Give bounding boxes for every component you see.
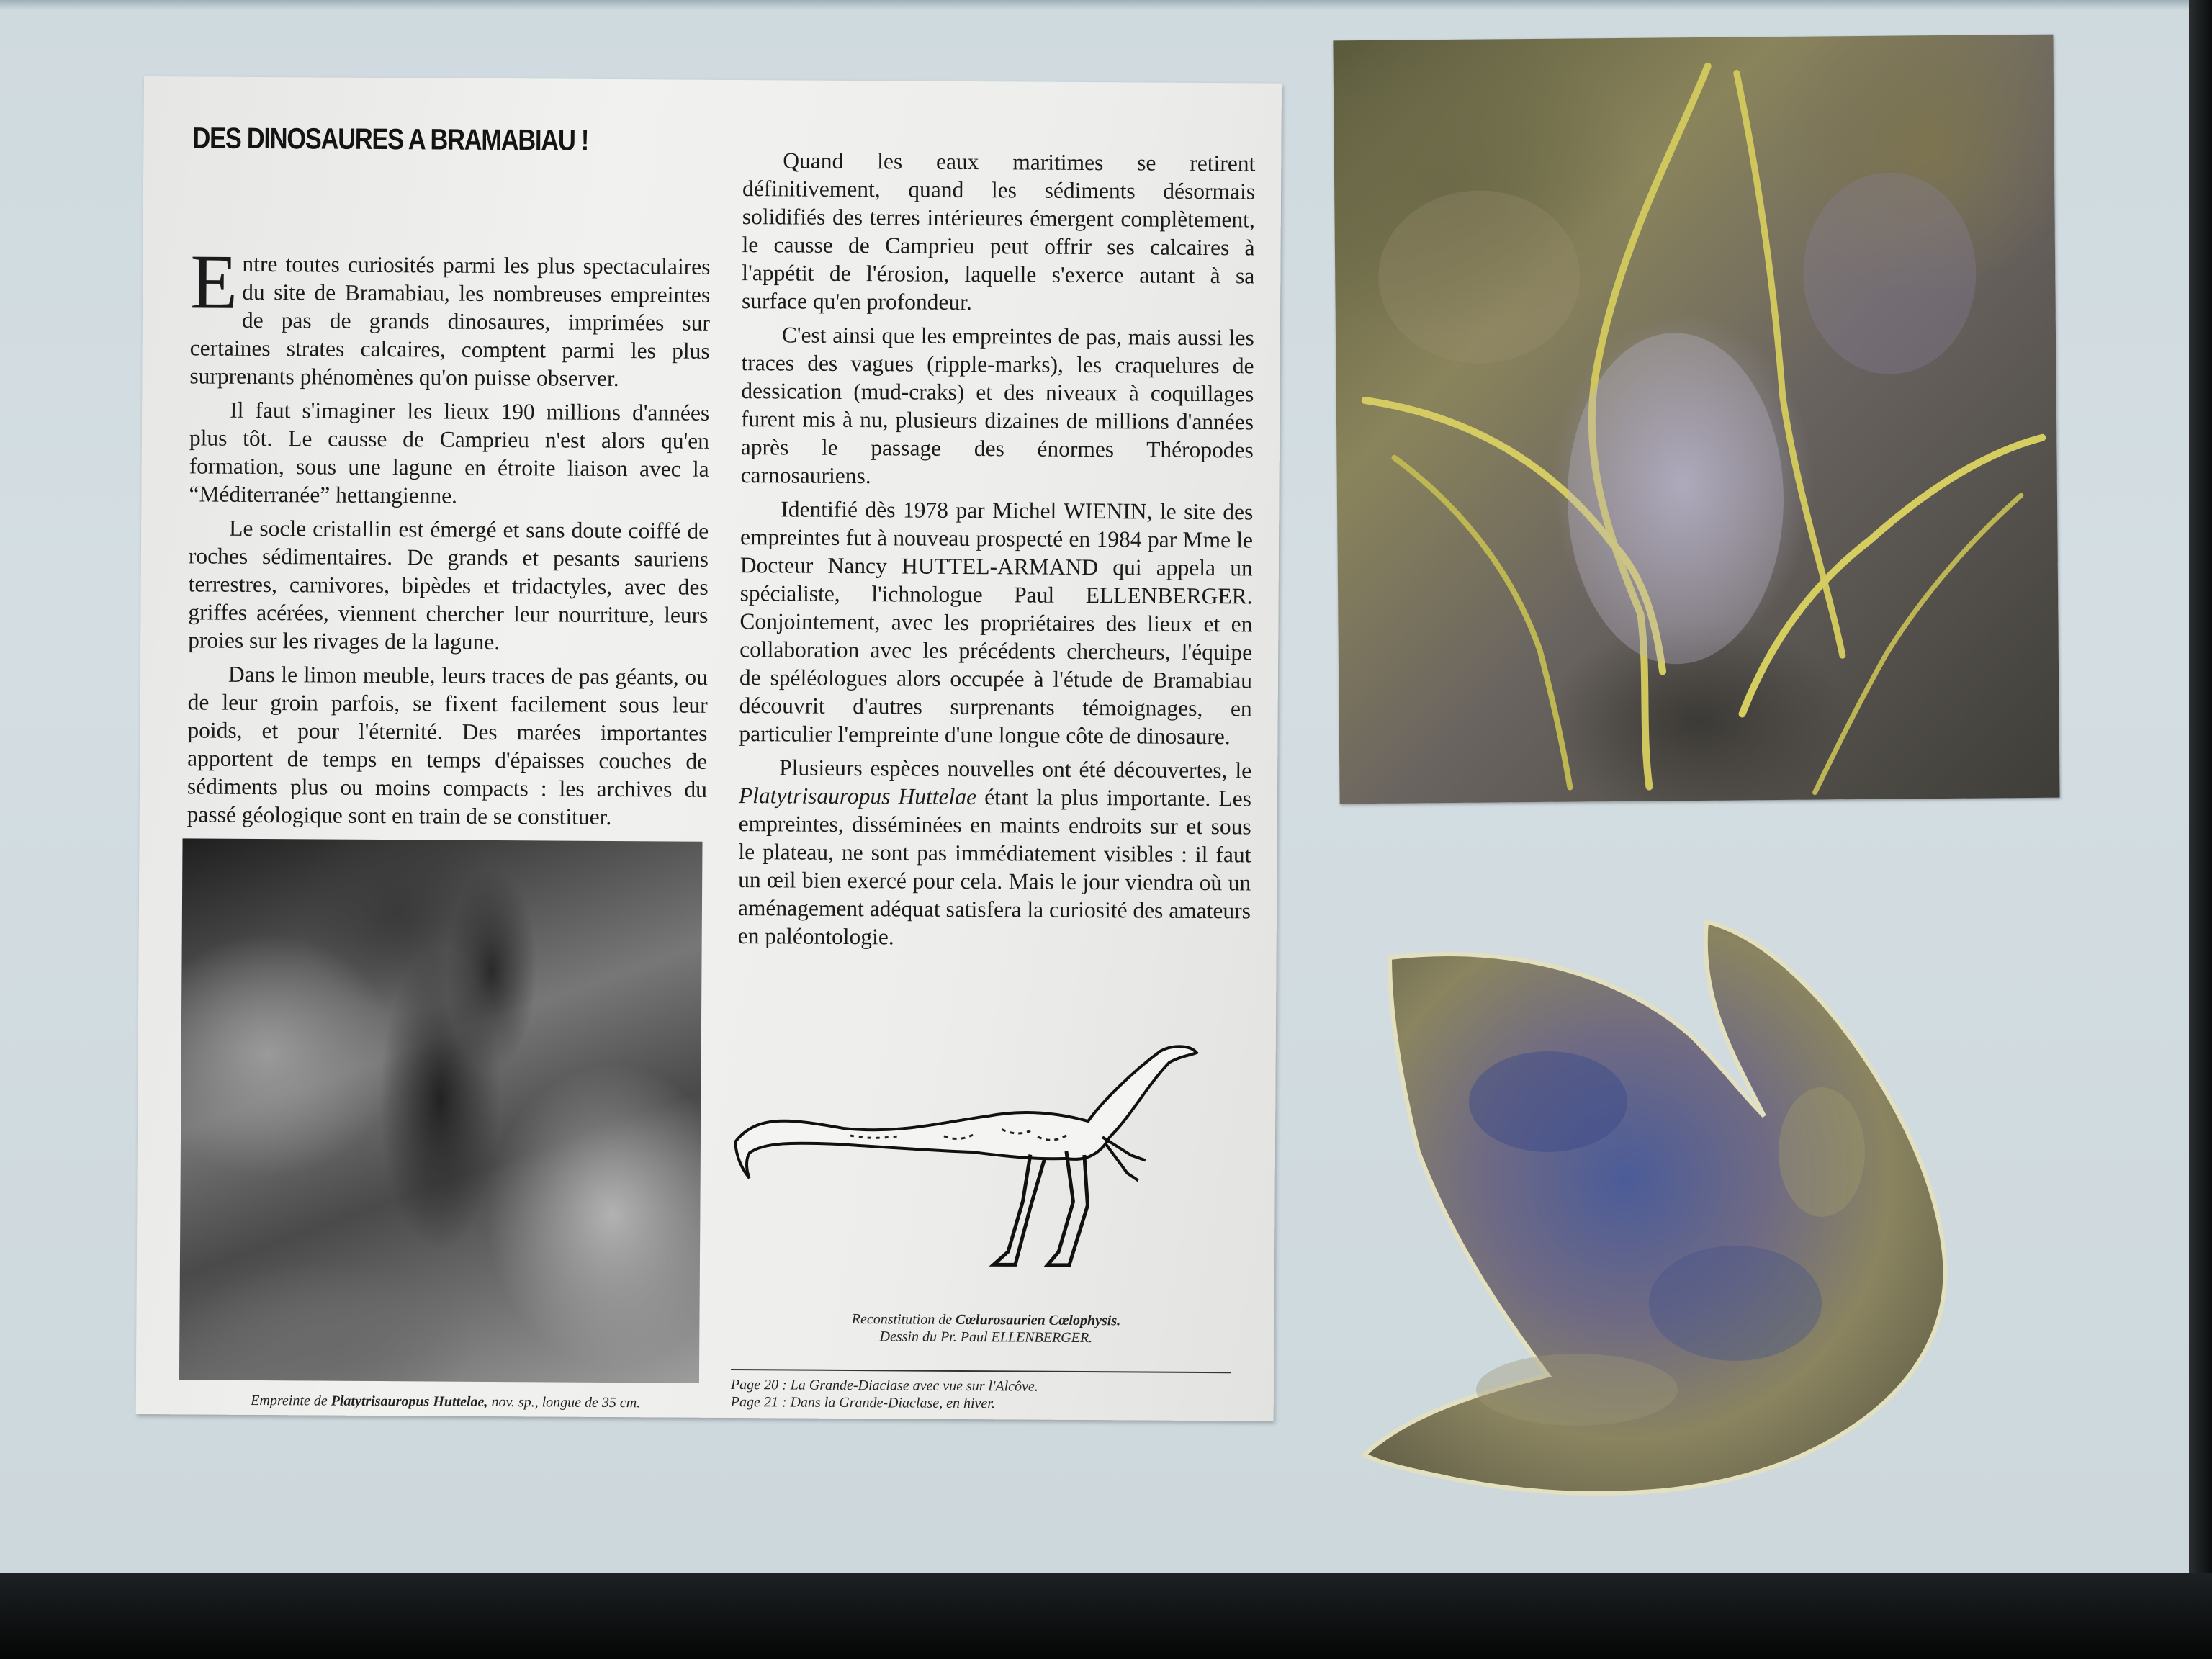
page-note: Page 21 : Dans la Grande-Diaclase, en hiver. — [730, 1394, 995, 1412]
frame-right-edge — [2189, 0, 2212, 1659]
drawing-caption: Reconstitution de Cœlurosaurien Cœlophysis. Dessin du Pr. Paul ELLENBERGER. — [851, 1311, 1121, 1346]
newspaper-clipping — [136, 76, 1282, 1421]
footprint-photo-bw — [179, 838, 703, 1382]
paragraph: Quand les eaux maritimes se retirent définitivement, quand les sédiments désormais solidifiés des terres intérieures émergent complètement, le causse de Camprieu peut offrir ses calcaires à l'appétit de l'érosion, laquelle s'exerce autant à sa surface qu'en profondeur. — [742, 148, 1256, 315]
divider-rule — [731, 1369, 1231, 1373]
page-notes — [731, 1376, 1235, 1413]
paragraph: Dans le limon meuble, leurs traces de pas géants, ou de leur groin parfois, se fixent facilement sous leur poids, et pour l'éternité. Des marées importantes apportent de temps en temps d'épaisses couches de sédiments plus ou moins compacts : les archives du passé géologique sont en train de se constituer. — [186, 661, 709, 830]
paragraph: C'est ainsi que les empreintes de pas, mais aussi les traces des vagues (ripple-marks), les craquelures de dessication (mud-craks) et des niveaux à coquillages furent mis à nu, plusieurs dizaines de millions d'années après le passage des énormes Théropodes carnosauriens. — [740, 322, 1254, 489]
paragraph: Il faut s'imaginer les lieux 190 millions d'années plus tôt. Le causse de Camprieu n'est alors qu'en formation, sous une lagune en étroite liaison avec la “Méditerranée” hettangienne. — [189, 397, 710, 508]
frame-bottom-edge — [0, 1573, 2212, 1659]
page-note: Page 20 : La Grande-Diaclase avec vue sur l'Alcôve. — [730, 1377, 1038, 1395]
article-left-column — [186, 239, 711, 837]
footprint-cutout — [1361, 914, 1980, 1505]
article-right-column — [738, 146, 1256, 958]
paragraph: Plusieurs espèces nouvelles ont été découvertes, le Platytrisauropus Huttelae étant la plus importante. Les empreintes, disséminées en maints endroits sur et sous le plateau, ne sont pas immédiatement visibles : il faut un œil bien exercé pour cela. Mais le jour viendra où un aménagement adéquat satisfera la curiosité des amateurs en paléontologie. — [737, 755, 1252, 950]
dinosaur-drawing — [727, 1034, 1204, 1274]
photo-caption: Empreinte de Platytrisauropus Huttelae, nov. sp., longue de 35 cm. — [251, 1392, 641, 1411]
article-headline: DES DINOSAURES A BRAMABIAU ! — [192, 121, 589, 157]
paragraph: Le socle cristallin est émergé et sans doute coiffé de roches sédimentaires. De grands et pesants sauriens terrestres, carnivores, bipèdes et tridactyles, avec des griffes acérées, viennent chercher leur nourriture, leurs proies sur les rivages de la lagune. — [188, 515, 709, 655]
paragraph: Entre toutes curiosités parmi les plus spectaculaires du site de Bramabiau, les nombreuses empreintes de pas de grands dinosaures, imprimées sur certaines strates calcaires, comptent parmi les plus surprenants phénomènes qu'on puisse observer. — [189, 239, 711, 392]
board-top-edge — [0, 0, 2189, 10]
paragraph: Identifié dès 1978 par Michel WIENIN, le site des empreintes fut à nouveau prospecté en 1984 par Mme le Docteur Nancy HUTTEL-ARMAND qui appela un spécialiste, l'ichnologue Paul ELLENBERGER. Conjointement, avec les propriétaires des lieux et en collaboration avec les précédents chercheurs, l'équipe de spéléologues alors occupée à l'étude de Bramabiau découvrit d'autres surprenants témoignages, en particulier l'empreinte d'une longue côte de dinosaure. — [739, 496, 1254, 750]
footprint-color-photo — [1333, 35, 2059, 804]
